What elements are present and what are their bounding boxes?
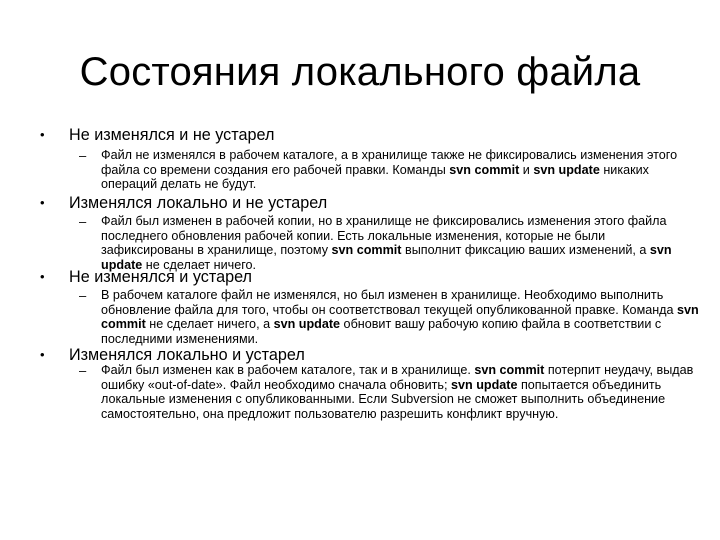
description-text: и <box>519 162 534 177</box>
state-heading: Изменялся локально и не устарел <box>69 194 328 212</box>
state-heading: Изменялся локально и устарел <box>69 346 305 364</box>
description-text: Файл не изменялся в рабочем каталоге, а в хранилище также не фиксировались изменения этого файла со времени создания его рабочей правки. Команды <box>101 148 678 177</box>
state-heading: Не изменялся и не устарел <box>69 126 275 144</box>
state-description <box>101 214 701 272</box>
description-text: обновит вашу рабочую копию файла в соответствии с последними изменениями. <box>101 317 662 346</box>
command-name: svn update <box>101 243 672 272</box>
dash: – <box>79 363 87 378</box>
description-text: В рабочем каталоге файл не изменялся, но был изменен в хранилище. Необходимо выполнить обновление файла для того, чтобы он соответствовал текущей опубликованной правке. Команда <box>101 288 678 317</box>
state-heading: Не изменялся и устарел <box>69 268 252 286</box>
description-text: Файл был изменен как в рабочем каталоге, так и в хранилище. <box>101 363 475 377</box>
command-name: svn update <box>451 377 518 392</box>
command-name: svn commit <box>449 162 520 177</box>
dash: – <box>79 288 87 303</box>
description-text: выполнит фиксацию ваших изменений, а <box>401 243 650 258</box>
command-name: svn update <box>273 317 341 332</box>
description-text: Файл был изменен в рабочей копии, но в хранилище не фиксировались изменения этого файла последнего обновления рабочей копии. Есть локальные изменения, которые не были зафиксированы в хранилище, поэтому <box>101 214 667 258</box>
slide-title: Состояния локального файла <box>79 50 641 94</box>
bullet: • <box>40 347 45 362</box>
command-name: svn commit <box>474 363 545 377</box>
description-text: попытается объединить локальные изменения с опубликованными. Если Subversion не сможет выполнить объединение самостоятельно, она предложит пользователю разрешить конфликт вручную. <box>101 377 666 421</box>
bullet: • <box>40 269 45 284</box>
description-text: никаких операций делать не будут. <box>101 162 649 192</box>
dash: – <box>79 214 87 229</box>
description-text: не сделает ничего, а <box>145 317 274 332</box>
state-description <box>101 288 701 346</box>
state-description <box>101 148 701 192</box>
command-name: svn commit <box>331 243 402 258</box>
description-text: не сделает ничего. <box>142 257 257 272</box>
state-description <box>101 363 701 421</box>
bullet: • <box>40 127 45 142</box>
description-text: потерпит неудачу, выдав ошибку «out-of-date». Файл необходимо сначала обновить; <box>101 363 694 392</box>
dash: – <box>79 148 87 163</box>
command-name: svn commit <box>101 302 699 332</box>
command-name: svn update <box>533 162 600 177</box>
bullet: • <box>40 195 45 210</box>
